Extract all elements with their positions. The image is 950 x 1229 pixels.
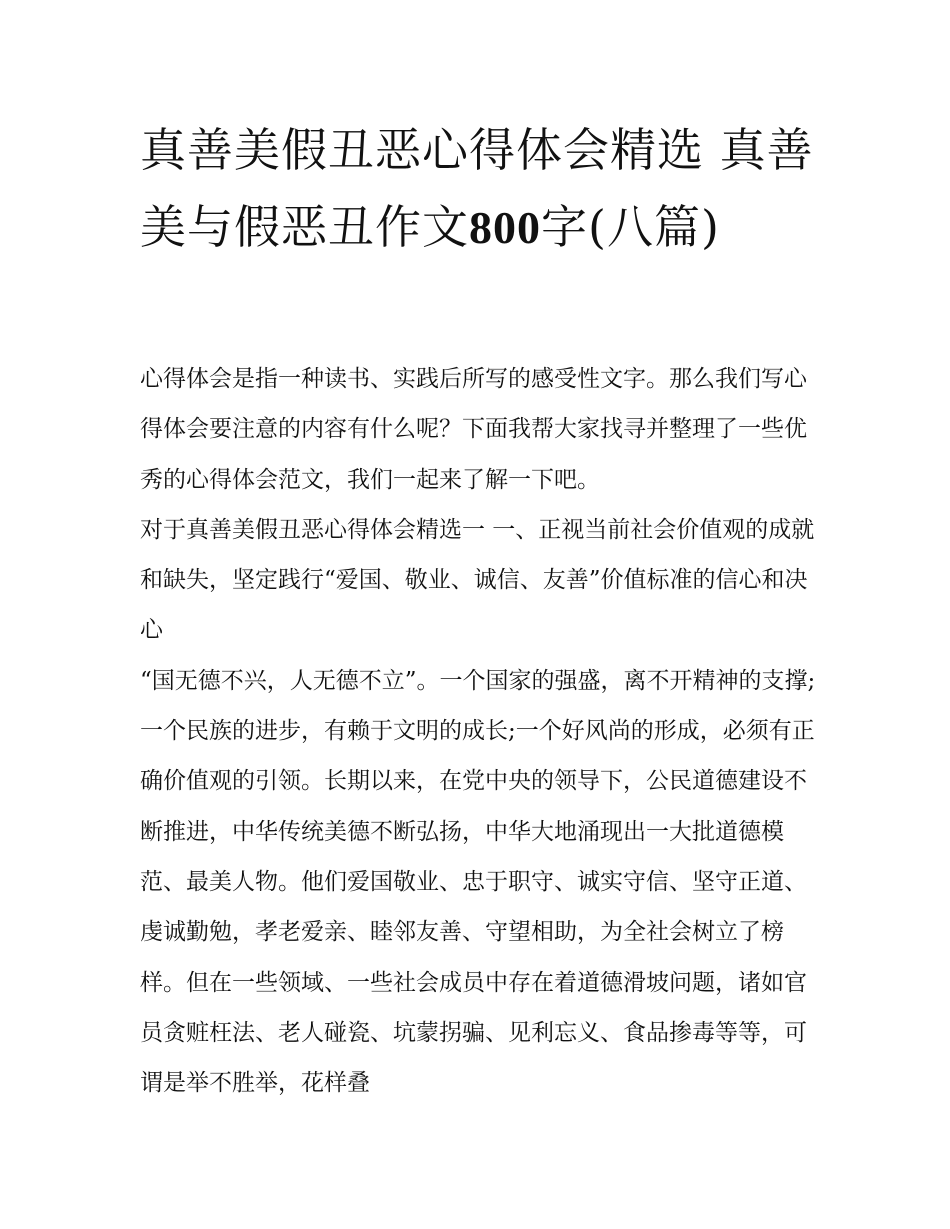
document-body xyxy=(140,354,816,1108)
page-title xyxy=(140,112,820,266)
title-text-part2: 字(八篇) xyxy=(541,200,720,254)
title-text-part1: 真善美假丑恶心得体会精选 真善美与假恶丑作文 xyxy=(140,123,814,254)
paragraph-intro: 心得体会是指一种读书、实践后所写的感受性文字。那么我们写心得体会要注意的内容有什么呢？下面我帮大家找寻并整理了一些优秀的心得体会范文，我们一起来了解一下吧。 xyxy=(140,366,807,493)
title-number: 800 xyxy=(469,202,541,253)
paragraph-main: “国无德不兴，人无德不立”。一个国家的强盛，离不开精神的支撑;一个民族的进步，有赖于文明的成长;一个好风尚的形成，必须有正确价值观的引领。长期以来，在党中央的领导下，公民道德建设不断推进，中华传统美德不断弘扬，中华大地涌现出一大批道德模范、最美人物。他们爱国敬业、忠于职守、诚实守信、坚守正道、虔诚勤勉，孝老爱亲、睦邻友善、守望相助，为全社会树立了榜样。但在一些领域、一些社会成员中存在着道德滑坡问题，诸如官员贪赃枉法、老人碰瓷、坑蒙拐骗、见利忘义、食品掺毒等等，可谓是举不胜举，花样叠 xyxy=(140,667,816,1097)
paragraph-section-heading: 对于真善美假丑恶心得体会精选一 一、正视当前社会价值观的成就和缺失，坚定践行“爱国、敬业、诚信、友善”价值标准的信心和决心 xyxy=(140,516,815,644)
